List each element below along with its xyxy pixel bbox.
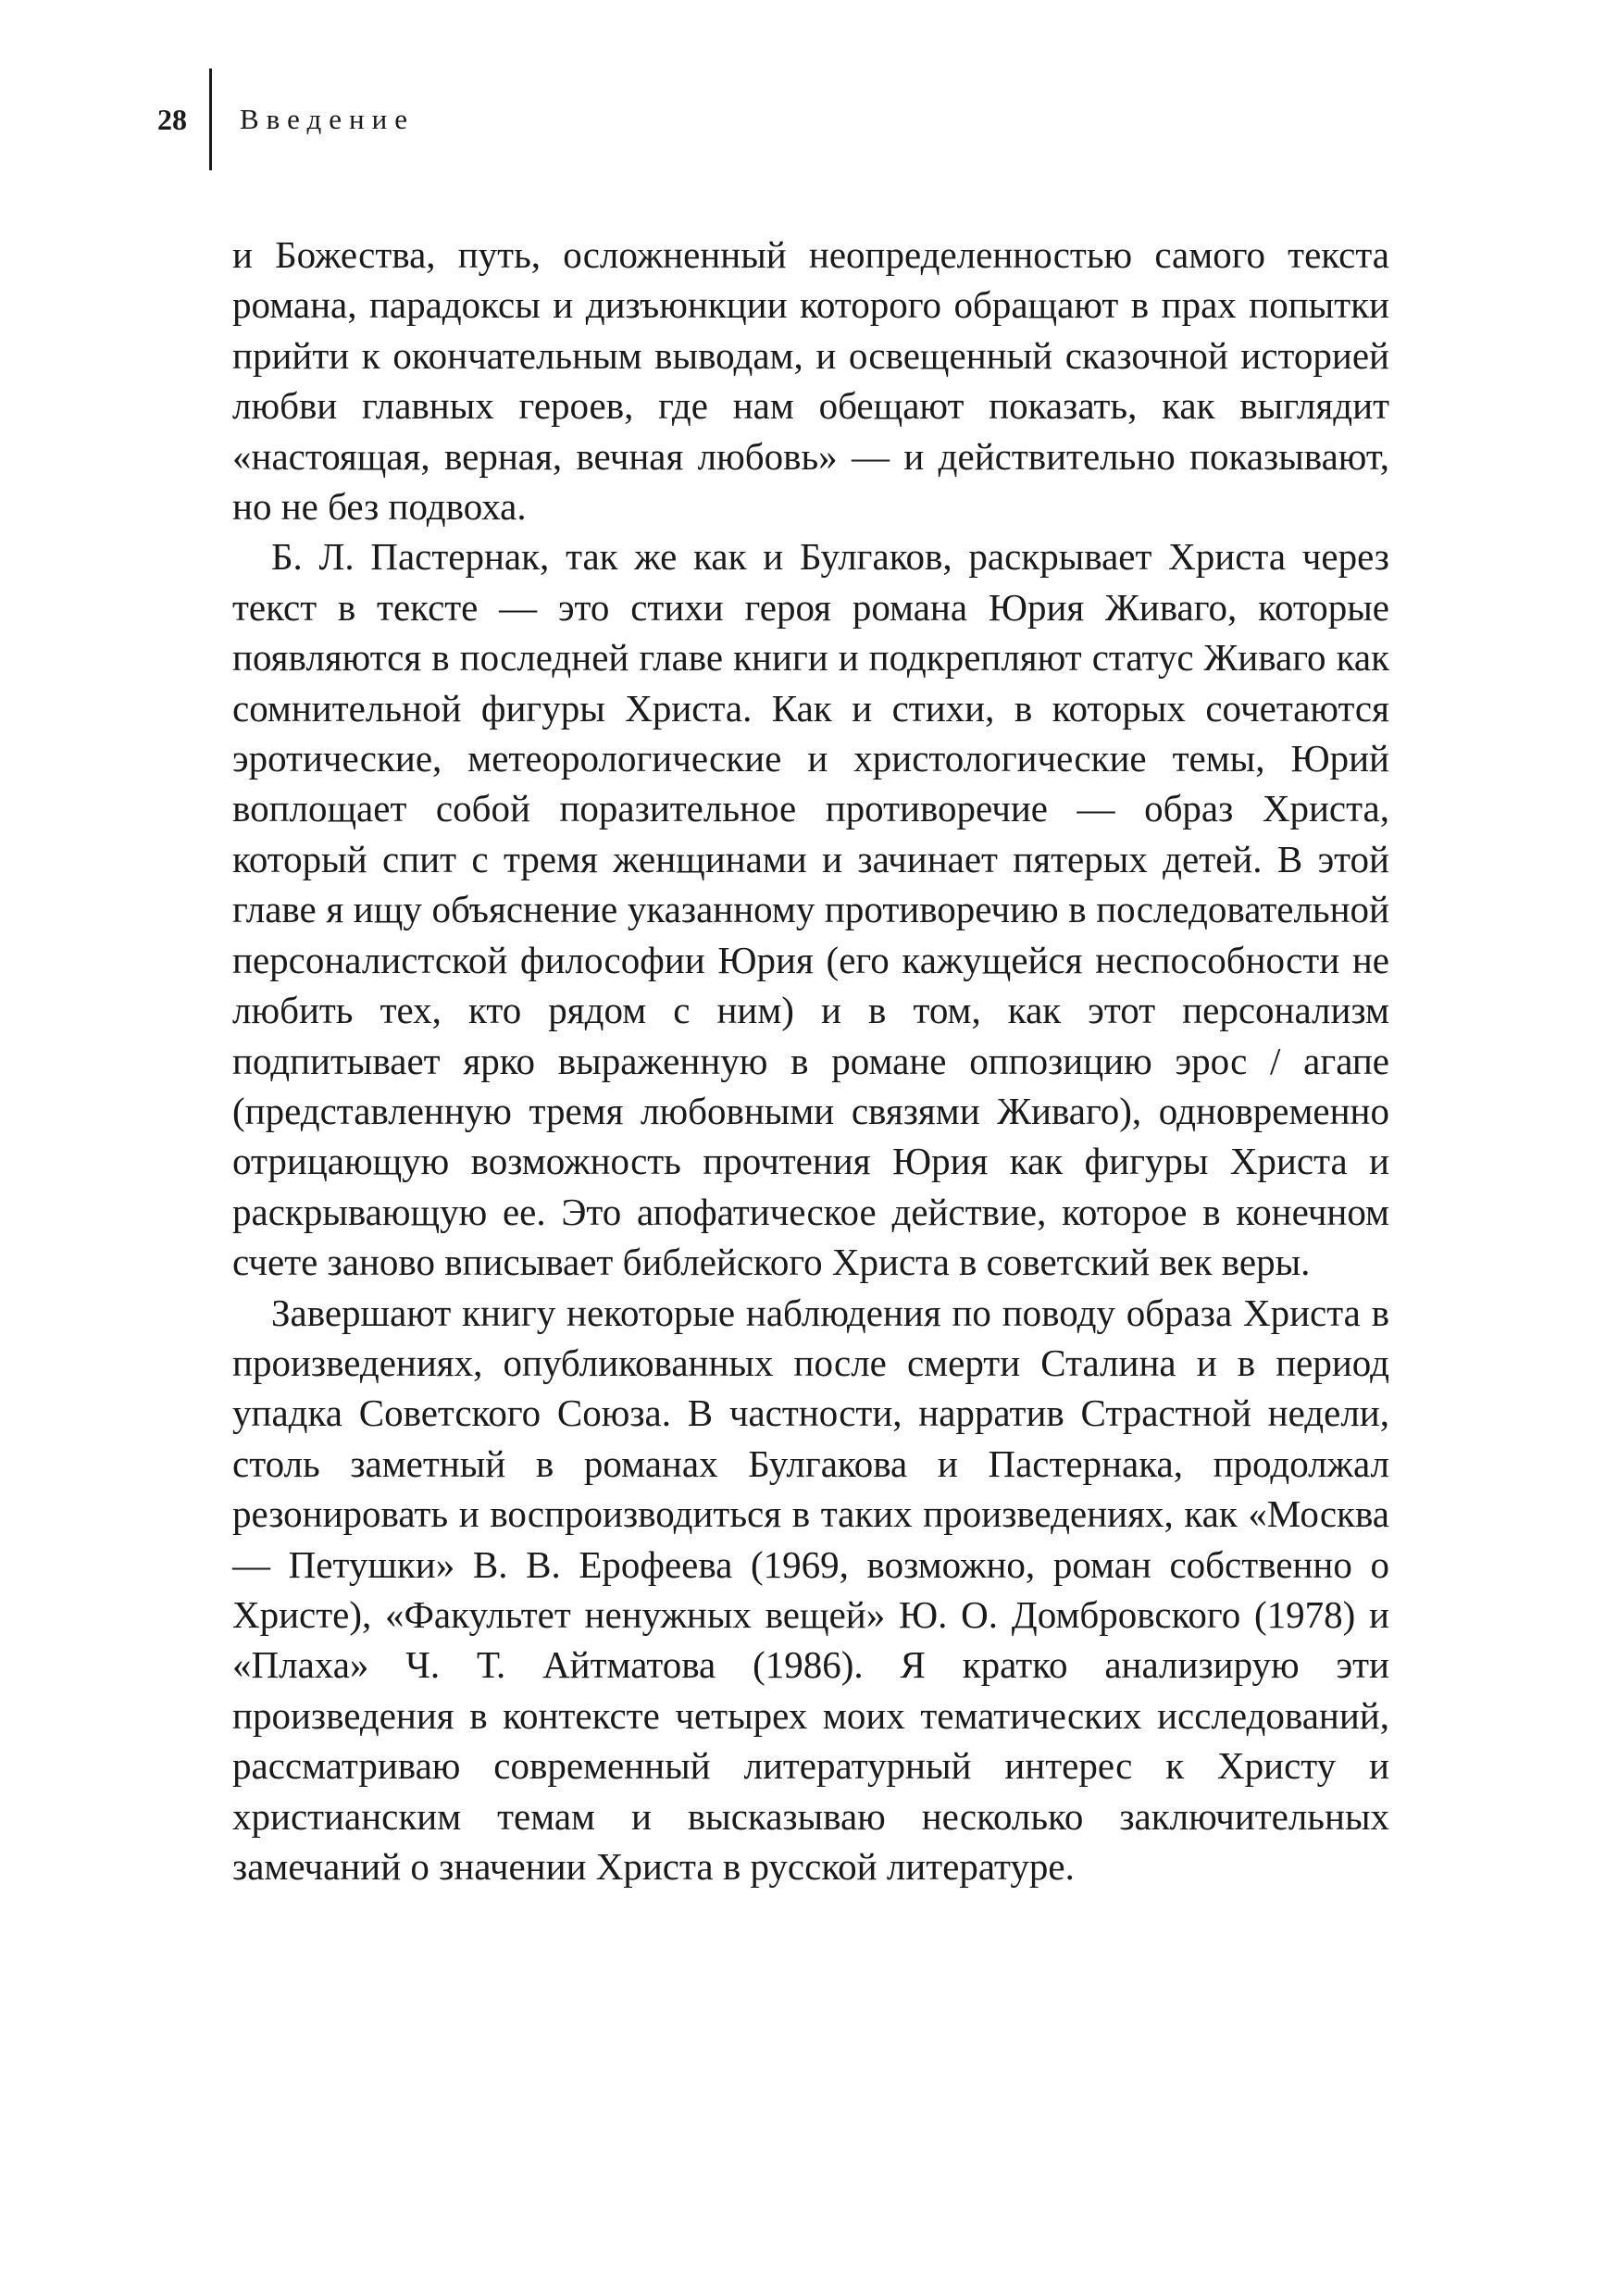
body-text	[232, 230, 1389, 1891]
page-header	[157, 69, 415, 170]
paragraph-pasternak: Б. Л. Пастернак, так же как и Булгаков, раскрывает Христа через текст в тексте — это стихи героя романа Юрия Живаго, которые появляются в последней главе книги и подкрепляют статус Живаго как сомнительной фигуры Христа. Как и стихи, в которых сочетаются эротические, метеорологические и христологические темы, Юрий воплощает собой поразительное противоречие — образ Христа, который спит с тремя женщинами и зачинает пятерых детей. В этой главе я ищу объяснение указанному противоречию в последовательной персоналистской философии Юрия (его кажущейся неспособности не любить тех, кто рядом с ним) и в том, как этот персонализм подпитывает ярко выраженную в романе оппозицию эрос / агапе (представленную тремя любовными связями Живаго), одновременно отрицающую возможность прочтения Юрия как фигуры Христа и раскрывающую ее. Это апофатическое действие, которое в конечном счете заново вписывает библейского Христа в советский век веры.	[232, 535, 1389, 1284]
page-number: 28	[157, 102, 187, 136]
header-divider	[209, 69, 212, 170]
running-head: Введение	[240, 103, 415, 135]
paragraph-conclusion: Завершают книгу некоторые наблюдения по поводу образа Христа в произведениях, опубликованных после смерти Сталина и в период упадка Советского Союза. В частности, нарратив Страстной недели, столь заметный в романах Булгакова и Пастернака, продолжал резонировать и воспроизводиться в таких произведениях, как «Москва — Петушки» В. В. Ерофеева (1969, возможно, роман собственно о Христе), «Факультет ненужных вещей» Ю. О. Домбровского (1978) и «Плаха» Ч. Т. Айтматова (1986). Я кратко анализирую эти произведения в контексте четырех моих тематических исследований, рассматриваю современный литературный интерес к Христу и христианским темам и высказываю несколько заключительных замечаний о значении Христа в русской литературе.	[232, 1291, 1389, 1888]
paragraph-continued: и Божества, путь, осложненный неопределенностью самого текста романа, парадоксы и дизъюнкции которого обращают в прах попытки прийти к окончательным выводам, и освещенный сказочной историей любви главных героев, где нам обещают показать, как выглядит «настоящая, верная, вечная любовь» — и действительно показывают, но не без подвоха.	[232, 233, 1389, 529]
